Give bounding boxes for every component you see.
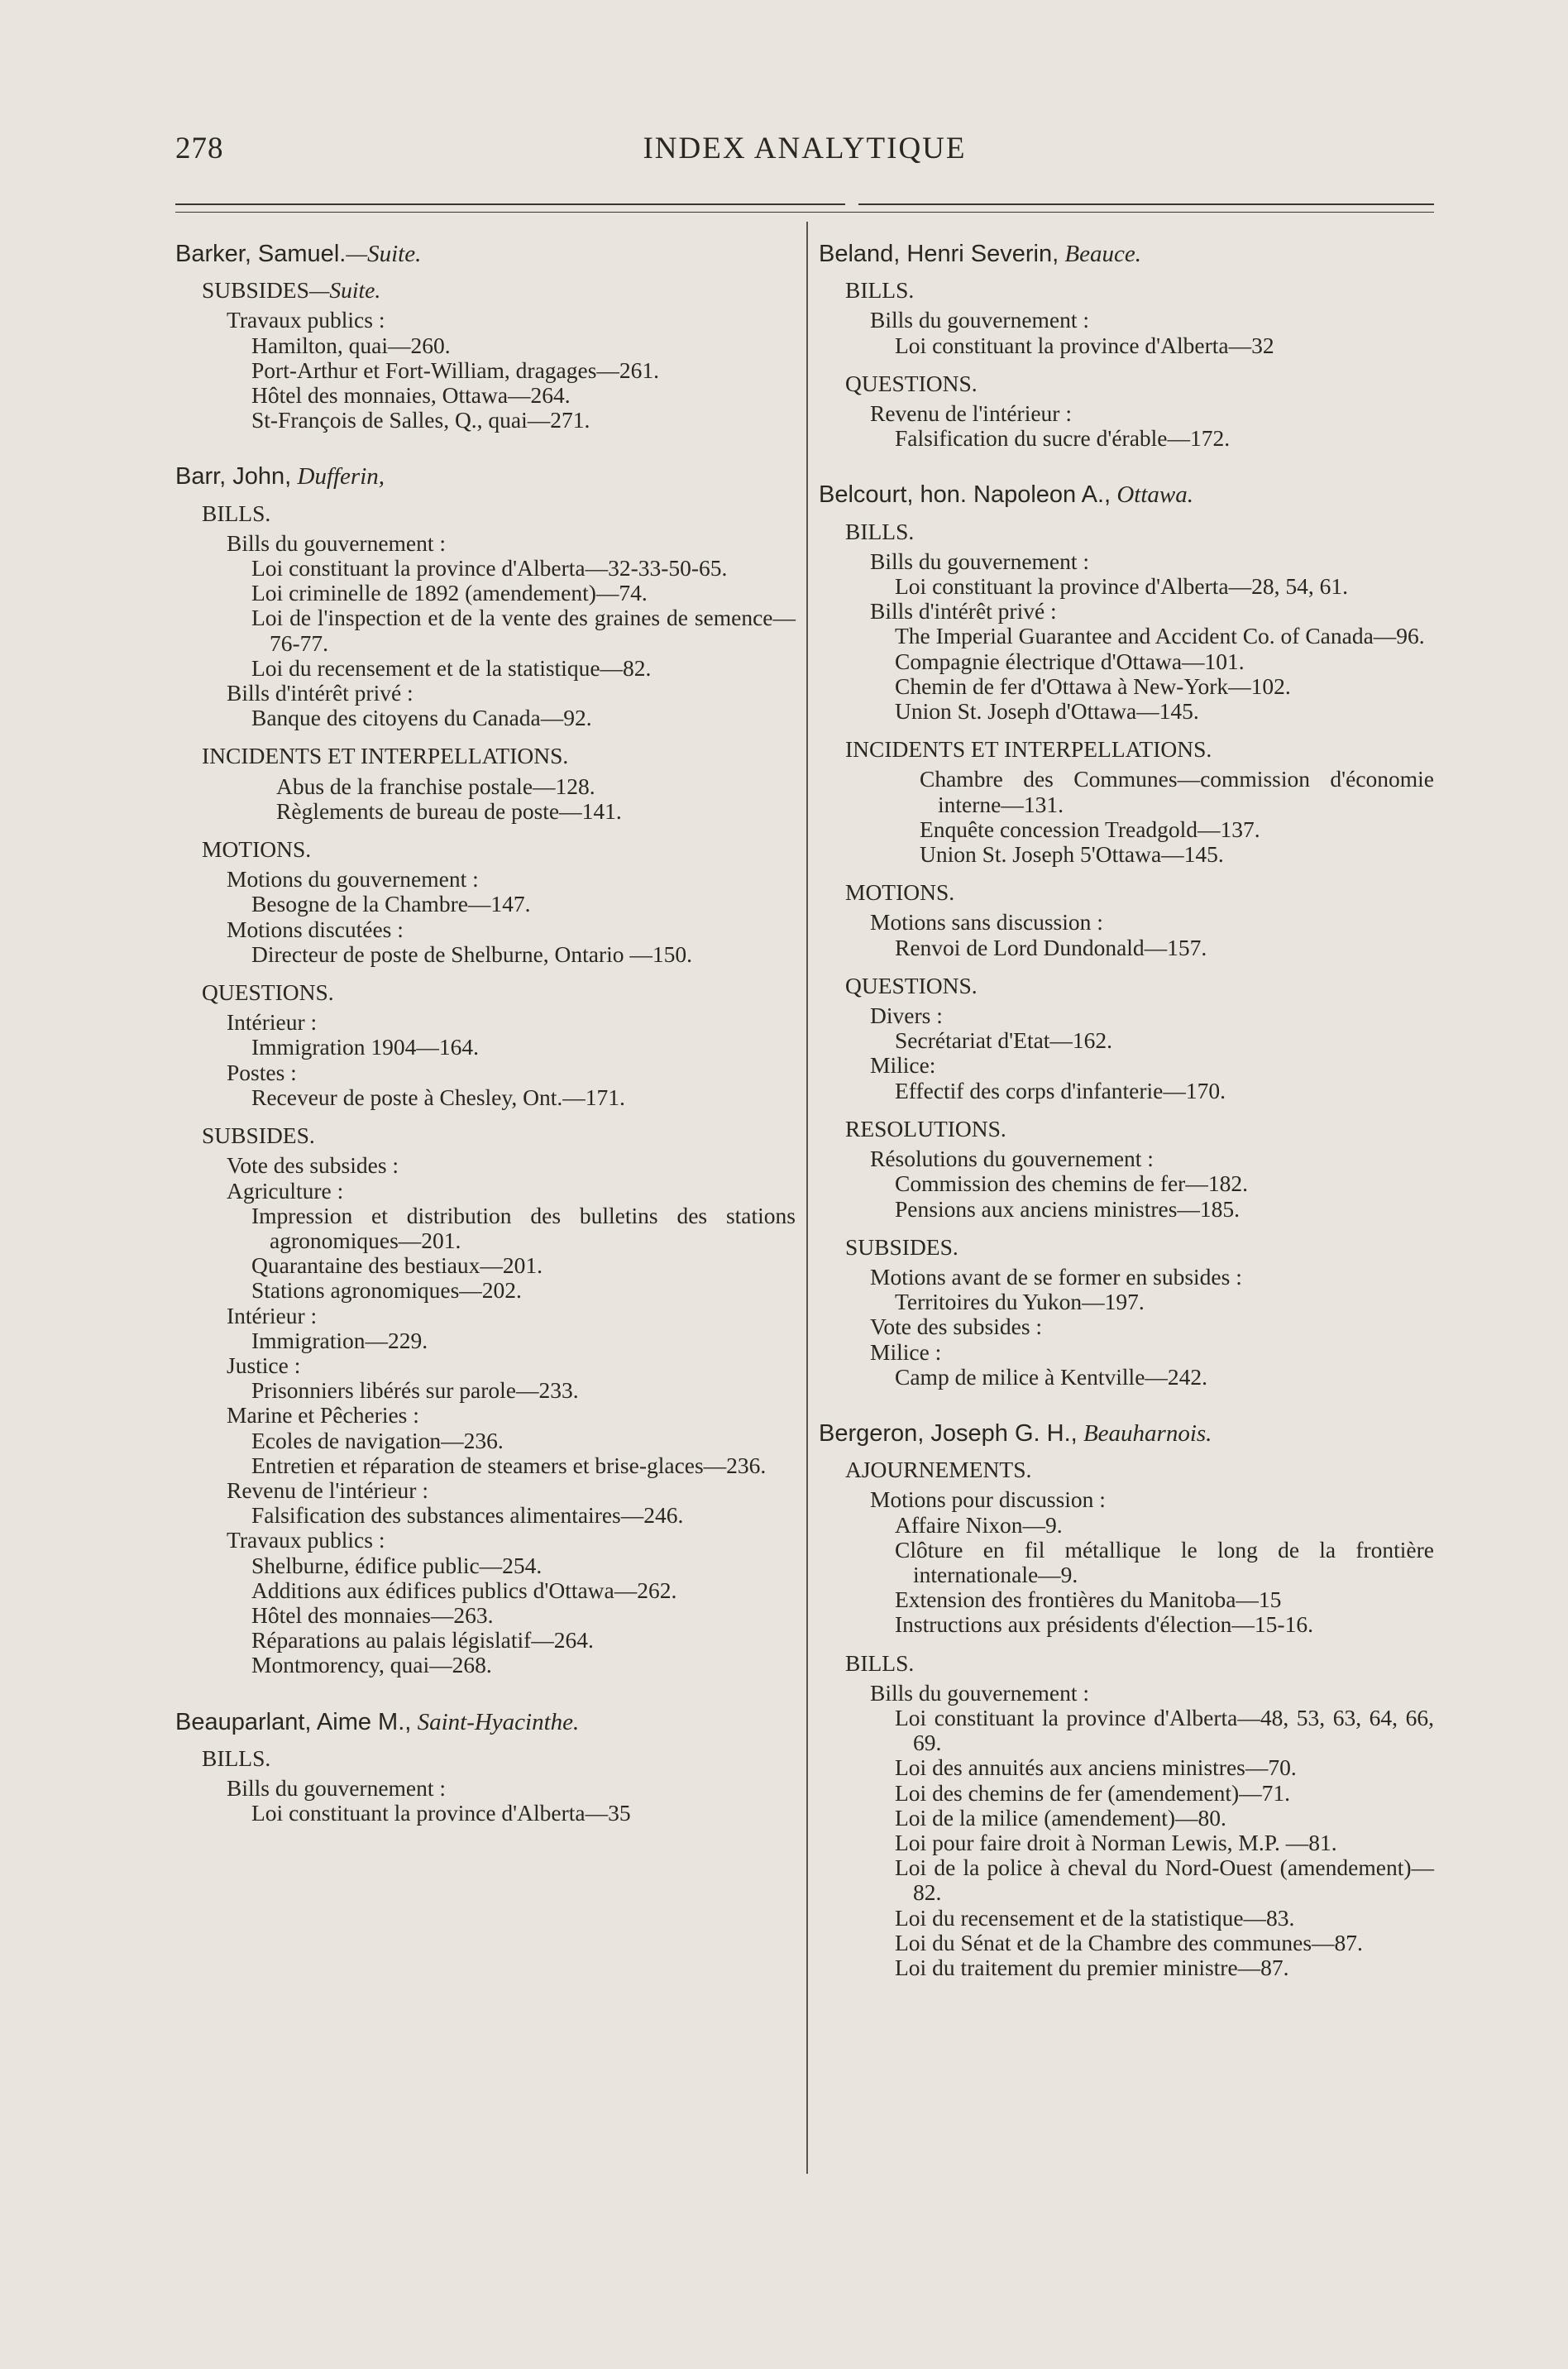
index-section (175, 1123, 796, 1677)
column-divider (806, 222, 808, 2174)
index-entry (819, 1421, 1434, 1980)
index-group (870, 401, 1434, 451)
index-section (175, 1746, 796, 1826)
index-group (227, 681, 796, 730)
index-group (870, 1340, 1434, 1390)
direct-items (251, 774, 796, 824)
group-title: Motions pour discussion : (870, 1486, 1106, 1513)
section-title (202, 1746, 796, 1771)
entry-name-suffix: —Suite. (346, 241, 422, 267)
section-title-text: MOTIONS. (202, 836, 312, 863)
group-title: Bills d'intérêt privé : (870, 598, 1057, 625)
entry-name-text: Barr, John, (175, 463, 292, 491)
index-item: Stations agronomiques—202. (251, 1277, 522, 1304)
index-item: Impression et distribution des bulletins des stations agronomiques—201. (251, 1202, 796, 1253)
section-title-text: SUBSIDES. (202, 1122, 315, 1149)
entry-name-suffix: Saint-Hyacinthe. (411, 1708, 580, 1735)
index-item: Règlements de bureau de poste—141. (276, 797, 622, 824)
index-section (819, 371, 1434, 452)
group-title: Bills d'intérêt privé : (227, 680, 414, 706)
header-rule-left (175, 203, 845, 205)
group-title: Revenu de l'intérieur : (870, 400, 1072, 427)
index-item: Loi des chemins de fer (amendement)—71. (895, 1779, 1291, 1806)
index-item: Extension des frontières du Manitoba—15 (895, 1587, 1282, 1613)
left-column (175, 242, 796, 1839)
index-group (227, 867, 796, 916)
group-title: Travaux publics : (227, 1527, 385, 1553)
index-item: Falsification du sucre d'érable—172. (895, 425, 1231, 452)
index-item: Renvoi de Lord Dundonald—157. (895, 934, 1207, 960)
section-title (845, 1651, 1434, 1676)
index-item: Receveur de poste à Chesley, Ont.—171. (251, 1084, 625, 1110)
section-title-text: BILLS. (202, 1744, 271, 1771)
index-item: Camp de milice à Kentville—242. (895, 1363, 1208, 1390)
index-group (870, 1681, 1434, 1980)
index-item: Ecoles de navigation—236. (251, 1427, 504, 1453)
index-section (175, 278, 796, 433)
section-title-suffix: —Suite. (308, 277, 381, 304)
section-title (845, 1457, 1434, 1482)
index-group (870, 1265, 1434, 1314)
index-item: Union St. Joseph 5'Ottawa—145. (920, 841, 1224, 868)
group-title: Revenu de l'intérieur : (227, 1476, 428, 1503)
index-entry (175, 242, 796, 433)
index-item: Loi constituant la province d'Alberta—32 (895, 332, 1274, 358)
index-item: Montmorency, quai—268. (251, 1652, 492, 1678)
index-group (227, 308, 796, 433)
index-group (870, 1003, 1434, 1053)
group-title: Motions avant de se former en subsides : (870, 1263, 1242, 1290)
index-group (227, 1353, 796, 1403)
entry-name (819, 242, 1434, 266)
index-item: Union St. Joseph d'Ottawa—145. (895, 698, 1199, 725)
header-rule-thin (175, 212, 1434, 213)
section-title (202, 1123, 796, 1148)
entry-name (819, 482, 1434, 507)
group-title: Vote des subsides : (870, 1314, 1043, 1340)
section-title-text: SUBSIDES (202, 277, 309, 304)
index-group (870, 308, 1434, 357)
section-title (845, 974, 1434, 998)
section-title-text: BILLS. (845, 518, 915, 544)
index-item: Banque des citoyens du Canada—92. (251, 705, 592, 731)
group-title: Justice : (227, 1352, 301, 1378)
index-group (227, 1403, 796, 1478)
page-header (175, 131, 1434, 172)
index-item: Loi constituant la province d'Alberta—48, 53, 63, 64, 66, 69. (895, 1704, 1434, 1756)
entry-name (175, 1710, 796, 1735)
index-item: Hôtel des monnaies, Ottawa—264. (251, 382, 571, 409)
index-item: Falsification des substances alimentaires—246. (251, 1502, 684, 1529)
index-item: Loi de l'inspection et de la vente des graines de semence—76-77. (251, 605, 796, 656)
index-item: Hamilton, quai—260. (251, 332, 451, 358)
entry-name (819, 1421, 1434, 1446)
entry-name-text: Belcourt, hon. Napoleon A., (819, 481, 1111, 509)
index-group (227, 531, 796, 681)
index-group (227, 1304, 796, 1353)
index-item: Loi du Sénat et de la Chambre des communes—87. (895, 1929, 1363, 1955)
section-title (845, 1117, 1434, 1141)
index-group (227, 917, 796, 967)
index-group (870, 1053, 1434, 1103)
running-title: INDEX ANALYTIQUE (643, 132, 967, 165)
index-item: Loi criminelle de 1892 (amendement)—74. (251, 580, 648, 606)
index-section (819, 1457, 1434, 1637)
index-section (819, 880, 1434, 960)
index-item: Loi des annuités aux anciens ministres—70. (895, 1754, 1297, 1781)
index-group (227, 1776, 796, 1826)
right-column (819, 242, 1434, 1993)
group-title: Vote des subsides : (227, 1152, 399, 1179)
entry-name (175, 464, 796, 489)
section-title (845, 737, 1434, 762)
section-title-text: QUESTIONS. (202, 979, 334, 1006)
index-item: Enquête concession Treadgold—137. (920, 816, 1260, 842)
group-title: Résolutions du gouvernement : (870, 1146, 1154, 1172)
index-entry (175, 1710, 796, 1826)
section-title (202, 744, 796, 768)
entry-name-text: Beauparlant, Aime M., (175, 1708, 412, 1735)
group-title: Marine et Pêcheries : (227, 1402, 419, 1429)
group-title: Bills du gouvernement : (870, 548, 1090, 574)
group-title: Intérieur : (227, 1009, 318, 1036)
index-item: Additions aux édifices publics d'Ottawa—262. (251, 1577, 677, 1603)
entry-name-suffix: Beauce. (1059, 241, 1141, 267)
index-item: St-François de Salles, Q., quai—271. (251, 407, 590, 433)
entry-name (175, 242, 796, 266)
index-item: Instructions aux présidents d'élection—15-16. (895, 1611, 1313, 1638)
section-title-text: BILLS. (845, 277, 915, 304)
index-item: Loi constituant la province d'Alberta—28, 54, 61. (895, 573, 1348, 600)
index-item: Compagnie électrique d'Ottawa—101. (895, 648, 1245, 674)
index-item: Immigration 1904—164. (251, 1034, 479, 1060)
header-rule-right (858, 203, 1434, 205)
index-item: Clôture en fil métallique le long de la frontière internationale—9. (895, 1536, 1434, 1587)
index-item: Effectif des corps d'infanterie—170. (895, 1077, 1226, 1103)
index-group (227, 1010, 796, 1060)
group-title: Divers : (870, 1003, 943, 1029)
group-title: Agriculture : (227, 1177, 344, 1204)
group-title: Bills du gouvernement : (870, 307, 1090, 333)
index-item: Secrétariat d'Etat—162. (895, 1027, 1113, 1054)
index-item: Chambre des Communes—commission d'économie interne—131. (920, 766, 1434, 817)
section-title-text: AJOURNEMENTS. (845, 1457, 1032, 1483)
group-title: Milice: (870, 1052, 936, 1079)
index-section (819, 1117, 1434, 1222)
section-title-text: BILLS. (202, 500, 271, 526)
index-item: Affaire Nixon—9. (895, 1511, 1063, 1538)
index-group (870, 1146, 1434, 1222)
entry-name-text: Barker, Samuel. (175, 241, 347, 267)
section-title (845, 880, 1434, 905)
group-title: Intérieur : (227, 1302, 318, 1328)
section-title (845, 278, 1434, 303)
index-item: Loi constituant la province d'Alberta—35 (251, 1800, 631, 1826)
index-section (175, 744, 796, 824)
index-item: Loi du recensement et de la statistique—83. (895, 1904, 1295, 1931)
index-item: Réparations au palais législatif—264. (251, 1627, 594, 1654)
section-title (845, 1235, 1434, 1260)
group-title: Milice : (870, 1338, 942, 1365)
index-section (819, 519, 1434, 725)
entry-name-text: Beland, Henri Severin, (819, 241, 1059, 267)
section-title-text: QUESTIONS. (845, 972, 978, 998)
index-group (227, 1528, 796, 1677)
entry-name-suffix: Beauharnois. (1077, 1419, 1212, 1447)
index-group (870, 1487, 1434, 1637)
index-section (819, 1235, 1434, 1390)
index-item: Directeur de poste de Shelburne, Ontario —150. (251, 940, 693, 967)
group-title: Motions sans discussion : (870, 909, 1103, 936)
index-item: Immigration—229. (251, 1327, 428, 1353)
section-title (202, 278, 796, 303)
index-item: Loi pour faire droit à Norman Lewis, M.P. —81. (895, 1829, 1337, 1855)
section-title-text: QUESTIONS. (845, 370, 978, 396)
section-title (202, 501, 796, 526)
index-section (175, 837, 796, 967)
index-item: Besogne de la Chambre—147. (251, 891, 531, 917)
index-item: The Imperial Guarantee and Accident Co. of Canada—96. (895, 623, 1425, 649)
index-item: Loi du traitement du premier ministre—87. (895, 1954, 1289, 1980)
section-title (202, 980, 796, 1005)
index-section (175, 980, 796, 1110)
group-title: Bills du gouvernement : (227, 1774, 447, 1801)
index-group (870, 549, 1434, 599)
index-group (870, 910, 1434, 960)
group-title: Bills du gouvernement : (870, 1679, 1090, 1706)
index-item: Loi du recensement et de la statistique—82. (251, 654, 652, 681)
index-item: Shelburne, édifice public—254. (251, 1552, 543, 1578)
section-title-text: INCIDENTS ET INTERPELLATIONS. (845, 736, 1212, 763)
index-section (819, 1651, 1434, 1981)
group-title: Motions discutées : (227, 916, 404, 942)
section-title (202, 837, 796, 862)
index-item: Entretien et réparation de steamers et brise-glaces—236. (251, 1452, 767, 1478)
direct-items (895, 767, 1434, 867)
index-entry (175, 464, 796, 1677)
index-group (227, 1060, 796, 1110)
index-section (175, 501, 796, 731)
section-title (845, 519, 1434, 544)
index-item: Loi constituant la province d'Alberta—32-33-50-65. (251, 555, 728, 581)
group-title: Motions du gouvernement : (227, 866, 479, 893)
page-number: 278 (175, 132, 224, 165)
index-item: Abus de la franchise postale—128. (276, 773, 595, 799)
index-group (870, 1314, 1434, 1339)
index-section (819, 974, 1434, 1103)
index-item: Loi de la milice (amendement)—80. (895, 1804, 1226, 1831)
index-group (227, 1153, 796, 1178)
section-title-text: INCIDENTS ET INTERPELLATIONS. (202, 743, 569, 769)
index-item: Quarantaine des bestiaux—201. (251, 1252, 543, 1279)
index-item: Loi de la police à cheval du Nord-Ouest (amendement)—82. (895, 1855, 1434, 1906)
section-title (845, 371, 1434, 396)
index-entry (819, 242, 1434, 451)
entry-name-suffix: Dufferin, (291, 463, 385, 491)
index-section (819, 278, 1434, 358)
index-item: Commission des chemins de fer—182. (895, 1170, 1248, 1197)
section-title-text: MOTIONS. (845, 879, 955, 906)
index-section (819, 737, 1434, 867)
entry-name-suffix: Ottawa. (1111, 481, 1193, 509)
index-item: Hôtel des monnaies—263. (251, 1601, 494, 1628)
index-group (227, 1478, 796, 1528)
index-item: Territoires du Yukon—197. (895, 1289, 1145, 1315)
index-item: Pensions aux anciens ministres—185. (895, 1195, 1241, 1222)
section-title-text: SUBSIDES. (845, 1233, 958, 1260)
index-item: Chemin de fer d'Ottawa à New-York—102. (895, 672, 1291, 699)
entry-name-text: Bergeron, Joseph G. H., (819, 1419, 1078, 1447)
index-group (870, 599, 1434, 724)
index-entry (819, 482, 1434, 1390)
index-group (227, 1179, 796, 1304)
index-item: Prisonniers libérés sur parole—233. (251, 1377, 579, 1404)
group-title: Bills du gouvernement : (227, 529, 447, 556)
group-title: Travaux publics : (227, 307, 385, 333)
section-title-text: RESOLUTIONS. (845, 1115, 1006, 1141)
index-item: Port-Arthur et Fort-William, dragages—261. (251, 357, 660, 383)
group-title: Postes : (227, 1059, 297, 1085)
section-title-text: BILLS. (845, 1649, 915, 1676)
